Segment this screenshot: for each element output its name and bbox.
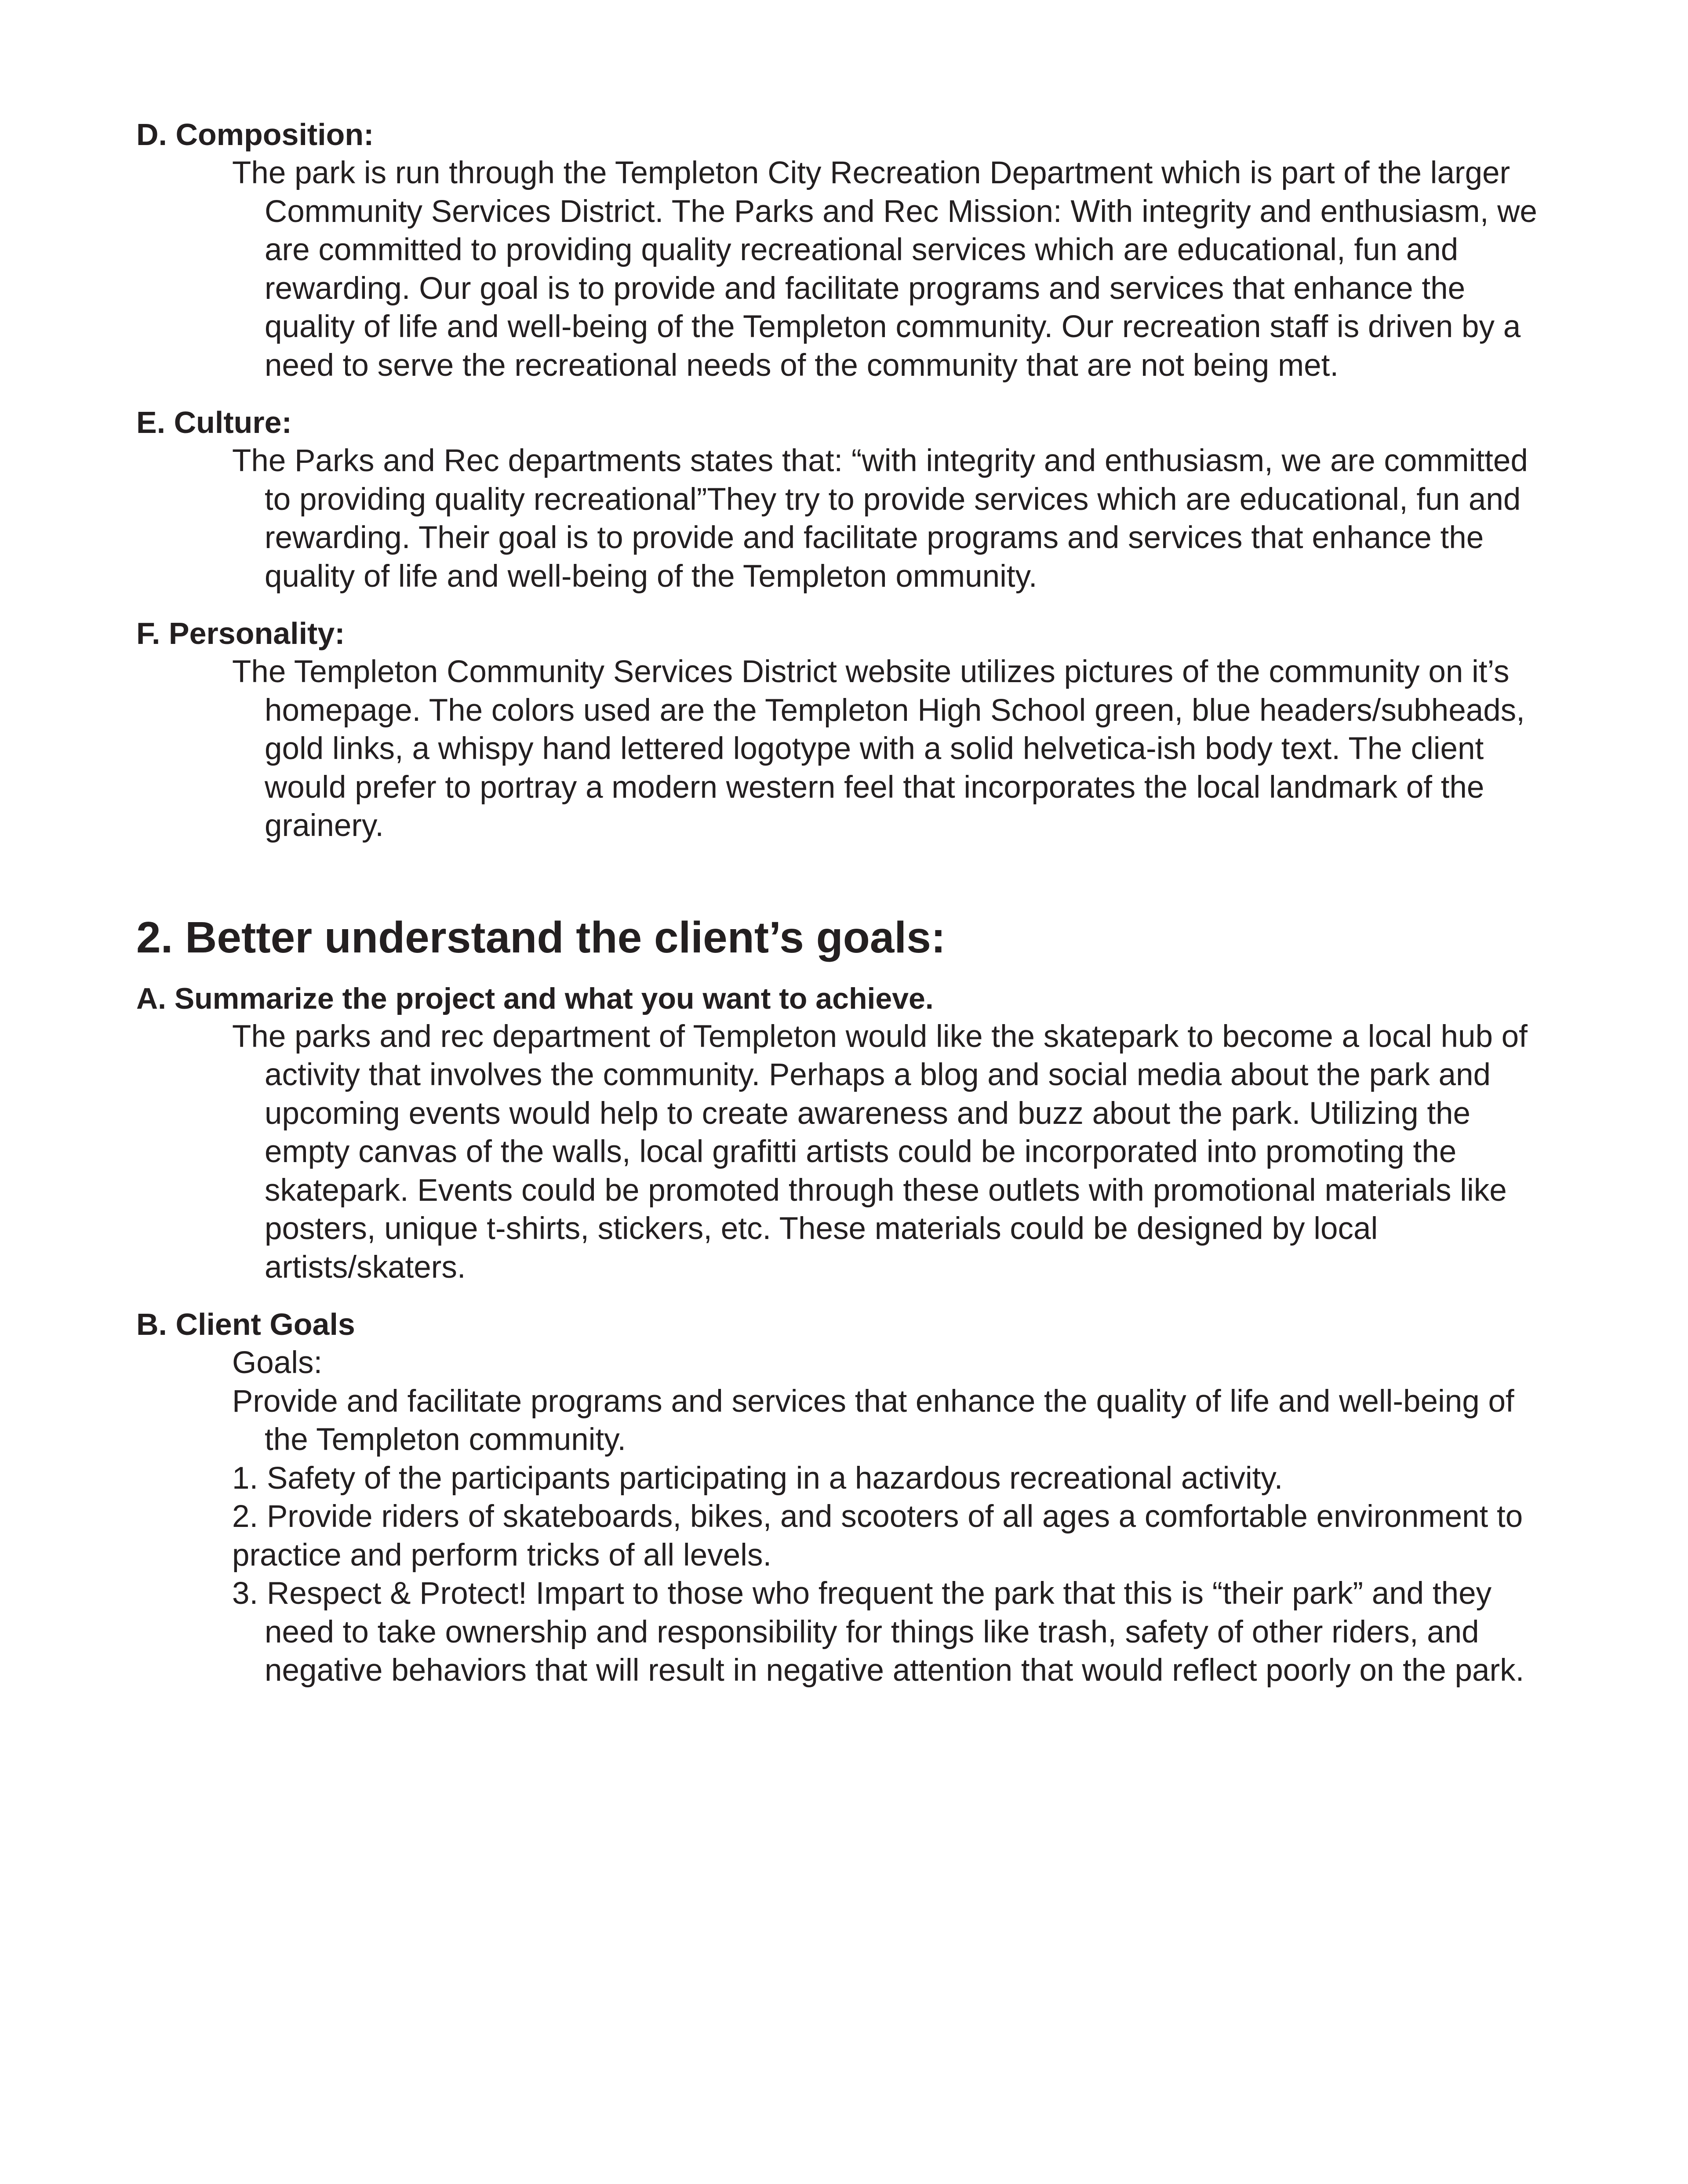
summary-heading: A. Summarize the project and what you want to achieve. [136,981,934,1015]
goals-section-heading: 2. Better understand the client’s goals: [136,912,946,962]
culture-paragraph: The Parks and Rec departments states that: “with integrity and enthusiasm, we are committed to providing quality recreational”They try to provide services which are educational, fun and rewarding. Their goal is to provide and facilitate programs and services that enhance the quality of life and well-being of the Templeton ommunity. [232,443,1528,594]
main-goal: Provide and facilitate programs and services that enhance the quality of life and well-being of the Templeton community. [232,1384,1514,1457]
client-goals-section [136,1305,1587,1690]
culture-heading: E. Culture: [136,405,292,440]
personality-section [136,614,1587,845]
goal-item-3: 3. Respect & Protect! Impart to those who frequent the park that this is “their park” and they need to take ownership and responsibility for things like trash, safety of other riders, and negative behaviors that will result in negative attention that would reflect poorly on the park. [232,1576,1524,1688]
document-page [136,115,1587,1708]
personality-paragraph: The Templeton Community Services District website utilizes pictures of the community on it’s homepage. The colors used are the Templeton High School green, blue headers/subheads, gold links, a whispy hand lettered logotype with a solid helvetica-ish body text. The client would prefer to portray a modern western feel that incorporates the local landmark of the grainery. [232,654,1525,843]
goal-item-2: 2. Provide riders of skateboards, bikes, and scooters of all ages a comfortable environment to practice and perform tricks of all levels. [232,1499,1523,1573]
culture-section [136,403,1587,596]
summary-section [136,980,1587,1287]
summary-paragraph: The parks and rec department of Templeton would like the skatepark to become a local hub of activity that involves the community. Perhaps a blog and social media about the park and upcoming events would help to create awareness and buzz about the park. Utilizing the empty canvas of the walls, local grafitti artists could be incorporated into promoting the skatepark. Events could be promoted through these outlets with promotional materials like posters, unique t-shirts, stickers, etc. These materials could be designed by local artists/skaters. [232,1019,1528,1285]
composition-section [136,115,1587,385]
composition-heading: D. Composition: [136,117,374,152]
personality-heading: F. Personality: [136,616,345,650]
client-goals-heading: B. Client Goals [136,1307,355,1341]
goal-item-1: 1. Safety of the participants participating in a hazardous recreational activity. [232,1461,1283,1496]
composition-paragraph: The park is run through the Templeton City Recreation Department which is part of the larger Community Services District. The Parks and Rec Mission: With integrity and enthusiasm, we are committed to providing quality recreational services which are educational, fun and rewarding. Our goal is to provide and facilitate programs and services that enhance the quality of life and well-being of the Templeton community. Our recreation staff is driven by a need to serve the recreational needs of the community that are not being met. [232,156,1537,383]
goals-intro: Goals: [232,1345,323,1380]
